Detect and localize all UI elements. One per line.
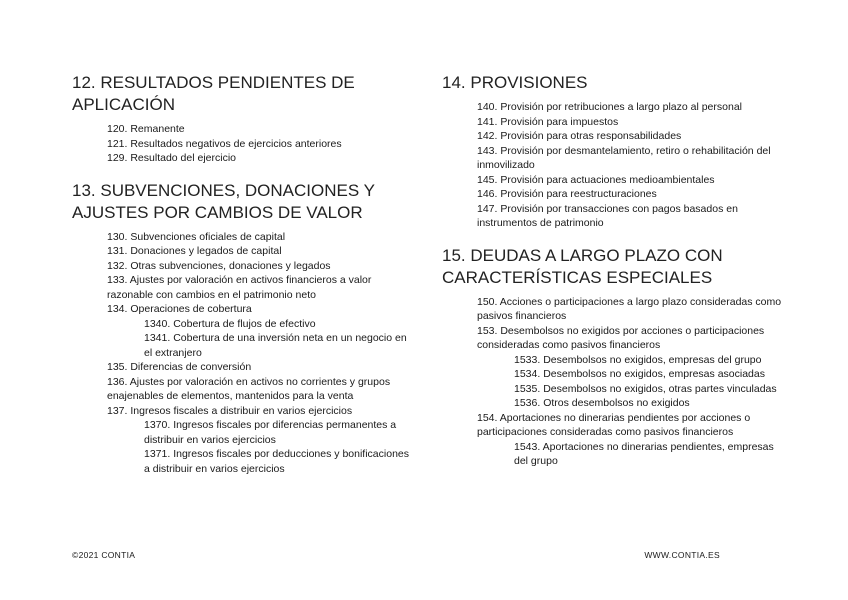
subaccount-entry: 1543. Aportaciones no dinerarias pendientes, empresas del grupo (514, 440, 774, 467)
account-entry: 154. Aportaciones no dinerarias pendientes por acciones o participaciones consideradas como pasivos financieros (477, 411, 751, 438)
section-15 (442, 245, 782, 469)
account-list (442, 100, 782, 231)
account-list (72, 122, 417, 166)
account-entry: 147. Provisión por transacciones con pagos basados en instrumentos de patrimonio (477, 202, 738, 229)
subaccount-entry: 1536. Otros desembolsos no exigidos (514, 397, 690, 409)
account-entry: 135. Diferencias de conversión (107, 361, 252, 373)
account-entry: 140. Provisión por retribuciones a largo plazo al personal (477, 101, 742, 113)
footer-copyright: ©2021 CONTIA (72, 550, 136, 560)
account-entry: 150. Acciones o participaciones a largo plazo consideradas como pasivos financieros (477, 295, 782, 322)
section-title: 13. SUBVENCIONES, DONACIONES Y AJUSTES POR CAMBIOS DE VALOR (72, 180, 375, 222)
account-entry: 136. Ajustes por valoración en activos no corrientes y grupos enajenables de elementos, mantenidos para la venta (107, 375, 391, 402)
account-entry: 132. Otras subvenciones, donaciones y legados (107, 259, 331, 272)
subaccount-entry: 1535. Desembolsos no exigidos, otras partes vinculadas (514, 382, 777, 395)
account-entry: 134. Operaciones de cobertura (107, 303, 252, 315)
account-entry: 145. Provisión para actuaciones medioambientales (477, 173, 715, 186)
account-entry: 142. Provisión para otras responsabilidades (477, 130, 682, 142)
account-entry: 146. Provisión para reestructuraciones (477, 188, 657, 200)
account-list (72, 230, 417, 477)
section-13 (72, 180, 417, 477)
subaccount-entry: 1340. Cobertura de flujos de efectivo (144, 317, 316, 330)
account-entry: 141. Provisión para impuestos (477, 115, 619, 128)
subaccount-entry: 1533. Desembolsos no exigidos, empresas del grupo (514, 353, 762, 366)
section-title: 15. DEUDAS A LARGO PLAZO CON CARACTERÍSTICAS ESPECIALES (442, 245, 723, 287)
account-entry: 121. Resultados negativos de ejercicios anteriores (107, 137, 342, 150)
account-entry: 137. Ingresos fiscales a distribuir en varios ejercicios (107, 404, 353, 417)
account-entry: 153. Desembolsos no exigidos por acciones o participaciones consideradas como pasivos financieros (477, 324, 765, 351)
subaccount-entry: 1534. Desembolsos no exigidos, empresas asociadas (514, 368, 765, 380)
account-entry: 133. Ajustes por valoración en activos financieros a valor razonable con cambios en el patrimonio neto (107, 274, 372, 301)
footer-website: WWW.CONTIA.ES (644, 550, 720, 560)
account-list (442, 295, 782, 469)
subaccount-entry: 1371. Ingresos fiscales por deducciones y bonificaciones a distribuir en varios ejercicios (144, 448, 409, 475)
section-title: 12. RESULTADOS PENDIENTES DE APLICACIÓN (72, 73, 355, 114)
subaccount-entry: 1370. Ingresos fiscales por diferencias permanentes a distribuir en varios ejercicios (144, 419, 397, 446)
section-14 (442, 72, 782, 231)
account-entry: 130. Subvenciones oficiales de capital (107, 230, 286, 243)
account-entry: 120. Remanente (107, 123, 185, 135)
left-column (72, 72, 417, 490)
subaccount-entry: 1341. Cobertura de una inversión neta en un negocio en el extranjero (144, 332, 407, 359)
account-entry: 131. Donaciones y legados de capital (107, 245, 282, 257)
right-column (442, 72, 782, 483)
section-12 (72, 72, 417, 166)
section-title: 14. PROVISIONES (442, 73, 588, 92)
account-entry: 129. Resultado del ejercicio (107, 152, 236, 164)
account-entry: 143. Provisión por desmantelamiento, retiro o rehabilitación del inmovilizado (477, 144, 771, 171)
